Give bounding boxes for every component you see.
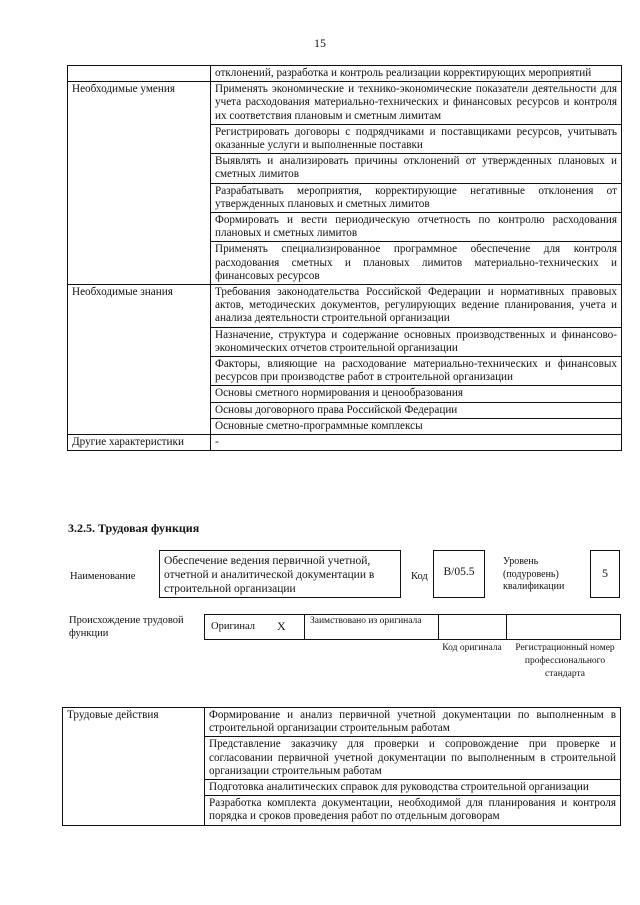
row-item: отклонений, разработка и контроль реализации корректирующих мероприятий: [211, 66, 622, 82]
original-mark: X: [277, 619, 286, 633]
row-label: [68, 66, 211, 82]
origin-code-caption: Код оригинала: [442, 643, 502, 653]
table-row: [68, 285, 622, 328]
row-item: Основные сметно-программные комплексы: [211, 418, 622, 434]
level-box: 5: [590, 550, 620, 598]
row-item: Формирование и анализ первичной учетной документации по выполненным в строительной организации строительным работам: [205, 708, 621, 737]
row-item: Применять экономические и технико-экономические показатели деятельности для учета расходования материально-технических и финансовых ресурсов и контроля их соответствия плановым и сметным лимитам: [211, 82, 622, 125]
row-label: Необходимые умения: [68, 82, 211, 285]
function-code-box: B/05.5: [433, 550, 485, 598]
labor-actions-table: [62, 707, 621, 826]
table-row: [68, 82, 622, 125]
page-number: 15: [314, 36, 326, 50]
row-item: Требования законодательства Российской Федерации и нормативных правовых актов, методических документов, регулирующих ведение планирования, учета и анализа деятельности строительной организации: [211, 285, 622, 328]
table-row: [68, 66, 622, 82]
row-item: Назначение, структура и содержание основных производственных и финансово-экономических отчетов строительной организации: [211, 327, 622, 356]
code-caption: Код: [411, 571, 428, 582]
row-item: Разработка комплекта документации, необходимой для планирования и контроля порядка и сроков проведения работ по отдельным договорам: [205, 796, 621, 825]
row-item: Подготовка аналитических справок для руководства строительной организации: [205, 780, 621, 796]
row-item: Основы сметного нормирования и ценообразования: [211, 386, 622, 402]
original-cell: [205, 615, 305, 639]
row-item: Представление заказчику для проверки и сопровождение при проверке и согласовании первичной учетной документации по выполненным в строительной организации строительным работам: [205, 737, 621, 780]
origin-code-cell: [439, 615, 507, 639]
origin-caption: Происхождение трудовой функции: [69, 615, 184, 639]
row-item: Факторы, влияющие на расходование материально-технических и финансовых ресурсов при производстве работ в строительной организации: [211, 357, 622, 386]
table-row: [63, 708, 621, 737]
row-item: -: [211, 435, 622, 451]
origin-row: [204, 614, 621, 640]
table-row: [68, 435, 622, 451]
row-item: Основы договорного права Российской Федерации: [211, 402, 622, 418]
row-item: Регистрировать договоры с подрядчиками и поставщиками ресурсов, учитывать оказанные услуги и выполненные поставки: [211, 124, 622, 153]
row-label: Необходимые знания: [68, 285, 211, 435]
row-item: Применять специализированное программное обеспечение для контроля расходования сметных и плановых лимитов материально-технических и финансовых ресурсов: [211, 242, 622, 285]
row-item: Формировать и вести периодическую отчетность по контролю расходования плановых и сметных лимитов: [211, 213, 622, 242]
row-label: Другие характеристики: [68, 435, 211, 451]
row-item: Разрабатывать мероприятия, корректирующие негативные отклонения от утвержденных плановых и сметных лимитов: [211, 183, 622, 212]
original-label: Оригинал: [211, 621, 255, 632]
skills-knowledge-table: [67, 65, 622, 451]
row-label: Трудовые действия: [63, 708, 205, 826]
registration-number-cell: [507, 615, 620, 639]
row-item: Выявлять и анализировать причины отклонений от утвержденных плановых и сметных лимитов: [211, 154, 622, 183]
name-caption: Наименование: [70, 571, 136, 582]
borrowed-cell: Заимствовано из оригинала: [305, 615, 439, 639]
function-name-box: Обеспечение ведения первичной учетной, отчетной и аналитической документации в строительной организации: [159, 550, 401, 598]
registration-number-caption: Регистрационный номер профессионального стандарта: [515, 643, 615, 679]
section-title: 3.2.5. Трудовая функция: [68, 521, 200, 535]
level-caption: Уровень (подуровень) квалификации: [503, 556, 565, 592]
